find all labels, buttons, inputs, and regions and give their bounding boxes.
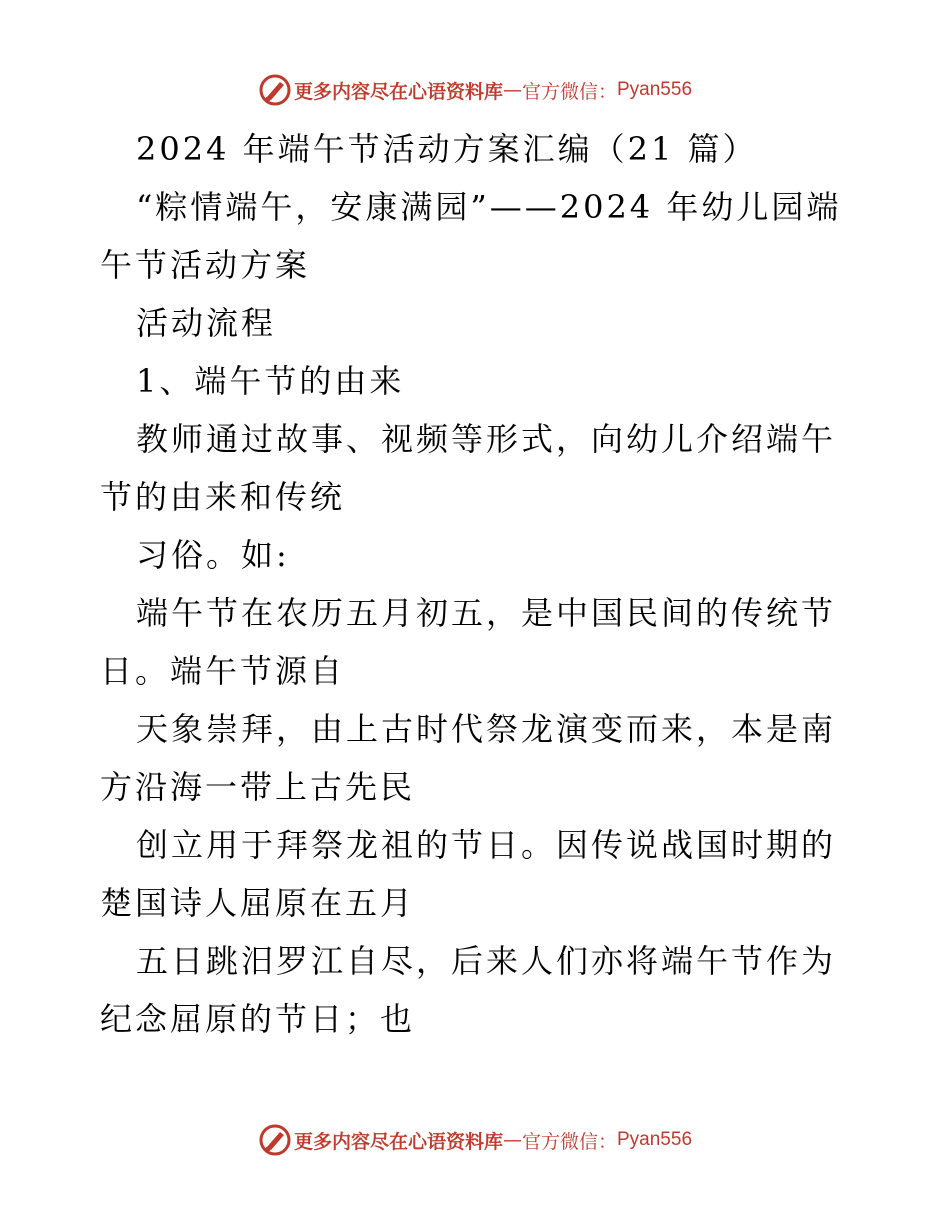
watermark-wechat-id: Pyan556 (617, 1129, 693, 1150)
watermark-footer (0, 1120, 950, 1160)
brush-logo-icon (258, 1123, 292, 1157)
paragraph: 习俗。如: (136, 536, 290, 574)
watermark-header (0, 70, 950, 110)
paragraph: 活动流程 (136, 304, 277, 342)
paragraph: 五日跳汨罗江自尽，后来人们亦将端午节作为纪念屈原的节日；也 (100, 942, 837, 1038)
watermark-separator: — (502, 1129, 522, 1151)
document-title: 2024 年端午节活动方案汇编（21 篇） (136, 130, 758, 168)
watermark-official-label: 官方微信： (521, 1130, 617, 1153)
document-body (100, 120, 860, 1048)
paragraph: 创立用于拜祭龙祖的节日。因传说战国时期的楚国诗人屈原在五月 (100, 826, 837, 922)
paragraph: 天象崇拜，由上古时代祭龙演变而来，本是南方沿海一带上古先民 (100, 710, 837, 806)
watermark-text: 更多内容尽在心语资料库 (293, 1130, 503, 1153)
watermark-wechat-id: Pyan556 (617, 79, 693, 100)
paragraph: 端午节在农历五月初五，是中国民间的传统节日。端午节源自 (100, 594, 837, 690)
brush-logo-icon (258, 73, 292, 107)
watermark-text: 更多内容尽在心语资料库 (293, 80, 503, 103)
watermark-official-label: 官方微信： (521, 80, 617, 103)
paragraph: “粽情端午，安康满园”——2024 年幼儿园端午节活动方案 (100, 188, 842, 284)
paragraph: 教师通过故事、视频等形式，向幼儿介绍端午节的由来和传统 (100, 420, 837, 516)
paragraph: 1、端午节的由来 (136, 362, 405, 400)
watermark-separator: — (502, 79, 522, 101)
